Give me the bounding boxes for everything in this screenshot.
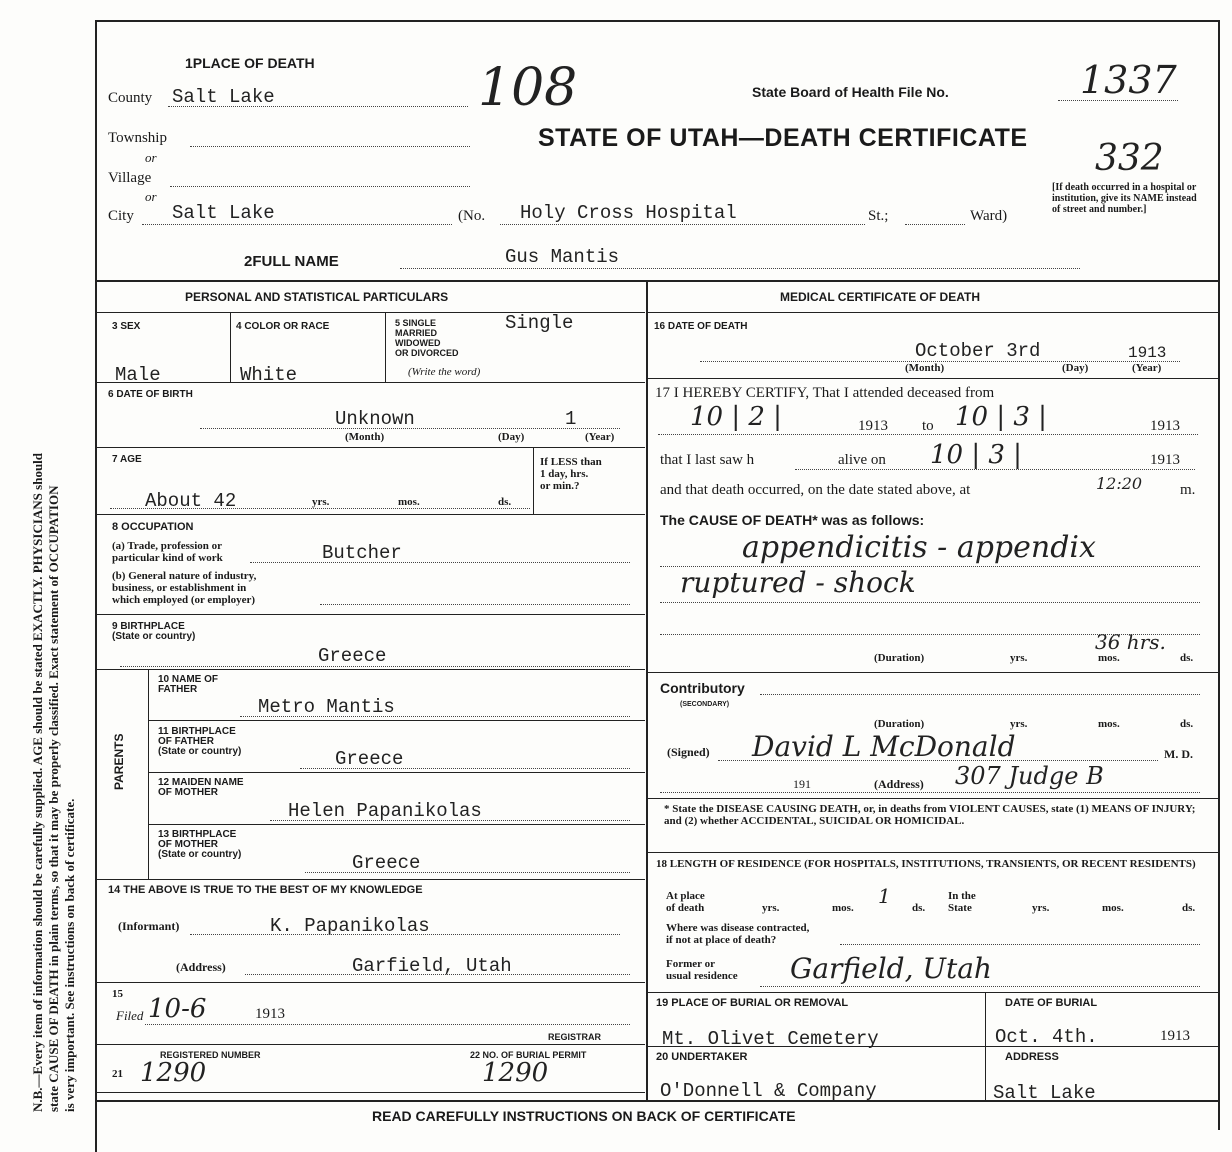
rule-m2 [646, 378, 1218, 379]
dob-line [200, 428, 620, 429]
duration-yrs-label: yrs. [1010, 652, 1028, 664]
rule-12 [95, 1044, 645, 1045]
contrib-duration-label: (Duration) [874, 718, 925, 730]
certificate-title: STATE OF UTAH—DEATH CERTIFICATE [538, 124, 1028, 152]
m-label: m. [1180, 482, 1196, 498]
contributory-label: Contributory [660, 680, 745, 696]
age-label: 7 AGE [112, 454, 142, 465]
file-number-line [1058, 100, 1178, 101]
duration-ds-label: ds. [1180, 652, 1194, 664]
alive-on-text: alive on [838, 452, 886, 468]
occupation-label: 8 OCCUPATION [112, 521, 194, 533]
county-label: County [108, 90, 153, 106]
father-line [240, 716, 630, 717]
former-residence: Garfield, Utah [790, 952, 992, 985]
or-label-1: or [145, 150, 157, 165]
rule-m1 [646, 312, 1218, 313]
occupation-value: Butcher [322, 542, 402, 564]
informant-address-value: Garfield, Utah [352, 955, 512, 977]
parents-divider [148, 669, 149, 879]
filed-year: 1913 [255, 1006, 285, 1022]
rule-10 [95, 879, 645, 880]
full-name-value: Gus Mantis [505, 246, 620, 268]
birthplace-line [120, 666, 630, 667]
mother-value: Helen Papanikolas [288, 800, 482, 822]
full-name-line [400, 268, 1080, 269]
cause-line-2: ruptured - shock [680, 566, 916, 599]
rule-m4 [646, 798, 1218, 799]
margin-note-line2: state CAUSE OF DEATH in plain terms, so that it may be properly classified. Exact statement of OCCUPATION [46, 485, 61, 1112]
marital-label: 5 SINGLE MARRIED WIDOWED OR DIVORCED [395, 318, 459, 358]
physician-address: 307 Judge B [955, 762, 1104, 790]
age-yrs-label: yrs. [312, 496, 330, 508]
registrar-label: REGISTRAR [548, 1032, 602, 1042]
occupation-line [250, 562, 630, 563]
occupation-b-label: (b) General nature of industry, business, or establishment in which employed (or employer) [112, 570, 257, 606]
undertaker-value: O'Donnell & Company [660, 1080, 877, 1102]
cause-rule-2 [660, 602, 1200, 603]
county-value: Salt Lake [172, 86, 275, 108]
burial-place-label: 19 PLACE OF BURIAL OR REMOVAL [656, 997, 849, 1009]
birthplace-label: 9 BIRTHPLACE (State or country) [112, 621, 196, 642]
physician-address-label: (Address) [874, 777, 924, 791]
informant-address-line [245, 974, 630, 975]
township-line [190, 146, 470, 147]
rule-11 [95, 982, 645, 983]
sign-year: 191 [793, 777, 811, 791]
undertaker-address: Salt Lake [993, 1082, 1096, 1104]
mother-bp-value: Greece [352, 852, 421, 874]
duration-value: 36 hrs. [1095, 630, 1166, 654]
age-ds-label: ds. [498, 496, 512, 508]
mother-line [270, 820, 630, 821]
attended-to-year: 1913 [1150, 418, 1180, 434]
top-border [95, 20, 1220, 22]
where-contracted-label: Where was disease contracted, if not at place of death? [666, 922, 810, 946]
city-value: Salt Lake [172, 202, 275, 224]
former-residence-line [760, 986, 1200, 987]
rule-13 [95, 1092, 645, 1093]
state-mos-label: mos. [1102, 902, 1124, 914]
last-saw-date: 10 | 3 | [930, 440, 1022, 470]
cause-line-1: appendicitis - appendix [742, 530, 1096, 565]
ward-label: Ward) [970, 208, 1008, 224]
father-bp-label: 11 BIRTHPLACE OF FATHER (State or country) [158, 726, 242, 757]
certify-text: 17 I HEREBY CERTIFY, That I attended deceased from [655, 385, 995, 401]
color-label: 4 COLOR OR RACE [236, 321, 330, 332]
res-mos-value: 1 [878, 884, 891, 908]
cause-label: The CAUSE OF DEATH* was as follows: [660, 512, 925, 528]
birthplace-value: Greece [318, 645, 387, 667]
informant-label: (Informant) [118, 919, 180, 933]
death-occurred-text: and that death occurred, on the date stated above, at [660, 482, 971, 498]
where-contracted-line [840, 944, 1200, 945]
handwritten-number-2: 332 [1095, 138, 1164, 179]
dob-value: Unknown [335, 408, 415, 430]
dob-day-label: (Day) [498, 431, 525, 443]
rule-9 [148, 824, 645, 825]
former-residence-label: Former or usual residence [666, 958, 738, 982]
sex-label: 3 SEX [112, 321, 141, 332]
age-value: About 42 [145, 490, 237, 512]
last-saw-year: 1913 [1150, 452, 1180, 468]
filed-date: 10-6 [148, 994, 207, 1024]
number-21: 21 [112, 1068, 123, 1080]
father-value: Metro Mantis [258, 696, 395, 718]
duration-label: (Duration) [874, 652, 925, 664]
burial-permit-number: 1290 [482, 1058, 549, 1088]
rule-4 [95, 514, 645, 515]
state-yrs-label: yrs. [1032, 902, 1050, 914]
dod-value: October 3rd [915, 340, 1041, 362]
attended-from-date: 10 | 2 | [690, 402, 782, 432]
rule-6 [95, 669, 645, 670]
margin-note-line3: is very important. See instructions on back of certificate. [62, 798, 77, 1112]
section-divider [95, 280, 1220, 282]
handwritten-number: 108 [478, 58, 578, 118]
res-yrs-label: yrs. [762, 902, 780, 914]
informant-value: K. Papanikolas [270, 915, 430, 937]
filed-label: Filed [116, 1008, 144, 1023]
or-label-2: or [145, 189, 157, 204]
to-label: to [922, 418, 934, 434]
physician-address-line [660, 792, 1200, 793]
rule-8 [148, 772, 645, 773]
undertaker-address-label: ADDRESS [1005, 1051, 1059, 1063]
rule-7 [148, 720, 645, 721]
rule-5 [95, 614, 645, 615]
burial-date: Oct. 4th. [995, 1026, 1098, 1048]
registered-number: 1290 [140, 1058, 207, 1088]
duration-mos-label: mos. [1098, 652, 1120, 664]
township-label: Township [108, 130, 167, 146]
signed-label: (Signed) [667, 745, 710, 759]
informant-line [190, 934, 620, 935]
age-divider [533, 447, 534, 514]
knowledge-statement: 14 THE ABOVE IS TRUE TO THE BEST OF MY KNOWLEDGE [108, 884, 423, 896]
physician-signature: David L McDonald [752, 730, 1016, 763]
father-bp-value: Greece [335, 748, 404, 770]
city-line [142, 224, 452, 225]
personal-heading: PERSONAL AND STATISTICAL PARTICULARS [185, 290, 449, 304]
undertaker-label: 20 UNDERTAKER [656, 1051, 748, 1063]
dob-month-label: (Month) [345, 431, 385, 443]
occupation-a-label: (a) Trade, profession or particular kind of work [112, 540, 223, 564]
st-label: St.; [868, 208, 889, 224]
rule-m7 [646, 1046, 1218, 1047]
filed-number: 15 [112, 988, 123, 1000]
right-border [1218, 20, 1220, 1130]
last-saw-text: that I last saw h [660, 452, 755, 468]
place-of-death-heading: 1PLACE OF DEATH [185, 55, 315, 71]
last-saw-line [795, 469, 1195, 470]
file-number-label: State Board of Health File No. [752, 84, 949, 100]
mother-label: 12 MAIDEN NAME OF MOTHER [158, 777, 244, 798]
burial-year: 1913 [1160, 1028, 1190, 1044]
registered-number-label: REGISTERED NUMBER [160, 1050, 261, 1060]
father-bp-line [300, 768, 630, 769]
village-label: Village [108, 170, 152, 186]
dod-year: 1913 [1128, 344, 1167, 362]
occupation-b-line [320, 604, 630, 605]
rule-m6 [646, 992, 1218, 993]
marital-note: (Write the word) [408, 366, 481, 378]
res-mos-label: mos. [832, 902, 854, 914]
dod-day-label: (Day) [1062, 362, 1089, 374]
father-label: 10 NAME OF FATHER [158, 674, 219, 695]
dod-year-label: (Year) [1132, 362, 1162, 374]
dod-month-label: (Month) [905, 362, 945, 374]
contrib-mos-label: mos. [1098, 718, 1120, 730]
age-line [110, 508, 530, 509]
rule-3 [95, 447, 645, 448]
center-divider [646, 280, 648, 1100]
street-line [500, 224, 865, 225]
burial-date-label: DATE OF BURIAL [1005, 997, 1098, 1009]
less-than-label: If LESS than 1 day, hrs. or min.? [540, 456, 602, 492]
contrib-ds-label: ds. [1180, 718, 1194, 730]
mother-bp-label: 13 BIRTHPLACE OF MOTHER (State or country) [158, 829, 242, 860]
attended-to-date: 10 | 3 | [955, 402, 1047, 432]
street-value: Holy Cross Hospital [520, 202, 737, 224]
village-line [170, 186, 470, 187]
mother-bp-line [305, 872, 630, 873]
street-no-label: (No. [458, 208, 486, 224]
burial-place: Mt. Olivet Cemetery [662, 1028, 879, 1050]
medical-heading: MEDICAL CERTIFICATE OF DEATH [780, 290, 980, 304]
institution-note: [If death occurred in a hospital or institution, give its NAME instead of street and number.] [1052, 182, 1197, 215]
informant-address-label: (Address) [176, 960, 226, 974]
contrib-yrs-label: yrs. [1010, 718, 1028, 730]
marital-value: Single [505, 312, 574, 334]
death-time: 12:20 [1096, 474, 1143, 493]
rule-m5 [646, 852, 1218, 853]
rule-m3 [646, 672, 1218, 673]
md-label: M. D. [1164, 747, 1193, 761]
dob-year-label: (Year) [585, 431, 615, 443]
contributory-line [760, 694, 1200, 695]
file-number: 1337 [1080, 58, 1177, 102]
color-divider [385, 312, 386, 382]
ward-line [905, 224, 965, 225]
secondary-label: (SECONDARY) [680, 701, 730, 708]
in-state-label: In the State [948, 890, 976, 914]
sex-divider [230, 312, 231, 382]
age-mos-label: mos. [398, 496, 420, 508]
filed-line [145, 1024, 630, 1025]
sex-value: Male [115, 364, 161, 386]
color-value: White [240, 364, 298, 386]
attended-line [658, 434, 1198, 435]
signed-line [718, 760, 1158, 761]
dob-label: 6 DATE OF BIRTH [108, 389, 193, 400]
parents-label: PARENTS [112, 733, 126, 790]
burial-permit-label: 22 NO. OF BURIAL PERMIT [470, 1050, 587, 1060]
footer-instructions: READ CAREFULLY INSTRUCTIONS ON BACK OF CERTIFICATE [372, 1108, 796, 1124]
dod-label: 16 DATE OF DEATH [654, 321, 748, 332]
full-name-label: 2FULL NAME [244, 253, 339, 270]
place-of-death-res-label: At place of death [666, 890, 705, 914]
margin-note-line1: N.B.—Every item of information should be carefully supplied. AGE should be stated EXACTLY. PHYSICIANS should [30, 452, 45, 1112]
residence-label: 18 LENGTH OF RESIDENCE (FOR HOSPITALS, INSTITUTIONS, TRANSIENTS, OR RECENT RESIDENTS) [656, 858, 1196, 870]
res-ds-label: ds. [912, 902, 926, 914]
rule-2 [95, 382, 645, 383]
cause-footnote: * State the DISEASE CAUSING DEATH, or, in deaths from VIOLENT CAUSES, state (1) MEANS OF INJURY; and (2) whether ACCIDENTAL, SUICIDAL OR HOMICIDAL. [664, 803, 1196, 827]
dob-year: 1 [565, 408, 577, 430]
city-label: City [108, 208, 134, 224]
state-ds-label: ds. [1182, 902, 1196, 914]
attended-from-year: 1913 [858, 418, 888, 434]
